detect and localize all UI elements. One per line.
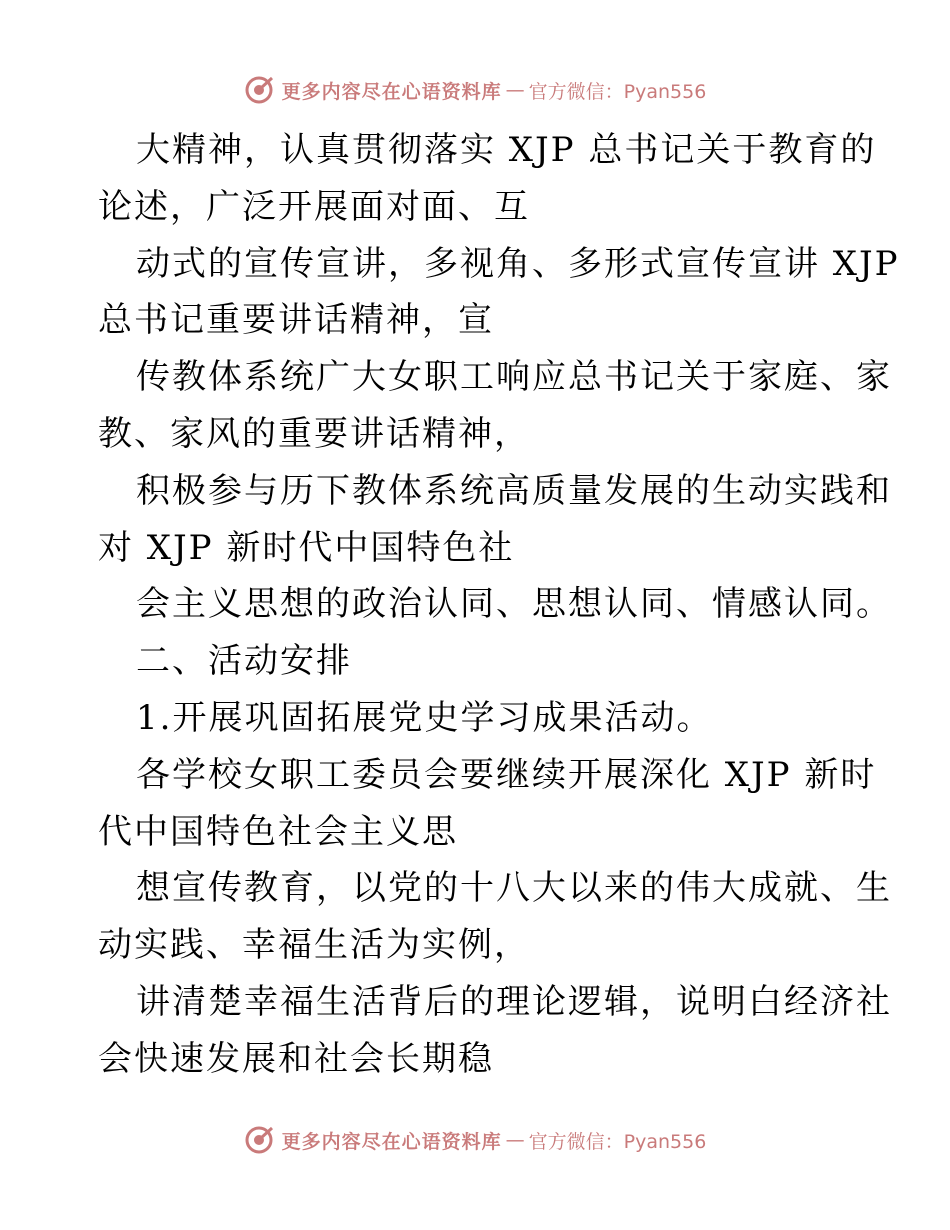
watermark-separator: — (505, 79, 525, 101)
text-line: 积极参与历下教体系统高质量发展的生动实践和 (136, 470, 892, 511)
text-line: 1.开展巩固拓展党史学习成果活动。 (136, 697, 713, 738)
text-line: 会主义思想的政治认同、思想认同、情感认同。 (136, 584, 892, 625)
text-line: 对 XJP 新时代中国特色社 (98, 527, 515, 568)
text-line: 代中国特色社会主义思 (98, 811, 458, 852)
watermark-wechat: 官方微信：Pyan556 (528, 1130, 707, 1153)
logo-icon (244, 75, 274, 105)
text-line: 传教体系统广大女职工响应总书记关于家庭、家 (136, 357, 892, 398)
text-line: 讲清楚幸福生活背后的理论逻辑，说明白经济社 (136, 981, 892, 1022)
watermark-brand: 更多内容尽在心语资料库 (281, 1130, 502, 1153)
watermark-wechat: 官方微信：Pyan556 (528, 80, 707, 103)
text-line: 总书记重要讲话精神，宣 (98, 300, 494, 341)
watermark-separator: — (505, 1129, 525, 1151)
logo-icon (244, 1125, 274, 1155)
document-body (98, 122, 900, 1088)
text-line: 动实践、幸福生活为实例， (98, 925, 530, 966)
text-line: 二、活动安排 (136, 641, 352, 682)
text-line: 论述，广泛开展面对面、互 (98, 186, 530, 227)
text-line: 动式的宣传宣讲，多视角、多形式宣传宣讲 XJP (136, 243, 900, 284)
watermark-brand: 更多内容尽在心语资料库 (281, 80, 502, 103)
text-line: 教、家风的重要讲话精神， (98, 413, 530, 454)
watermark-header (0, 70, 950, 110)
text-line: 会快速发展和社会长期稳 (98, 1038, 494, 1079)
text-line: 想宣传教育，以党的十八大以来的伟大成就、生 (136, 868, 892, 909)
watermark-footer (0, 1120, 950, 1160)
text-line: 大精神，认真贯彻落实 XJP 总书记关于教育的 (136, 130, 877, 170)
text-line: 各学校女职工委员会要继续开展深化 XJP 新时 (136, 754, 877, 795)
